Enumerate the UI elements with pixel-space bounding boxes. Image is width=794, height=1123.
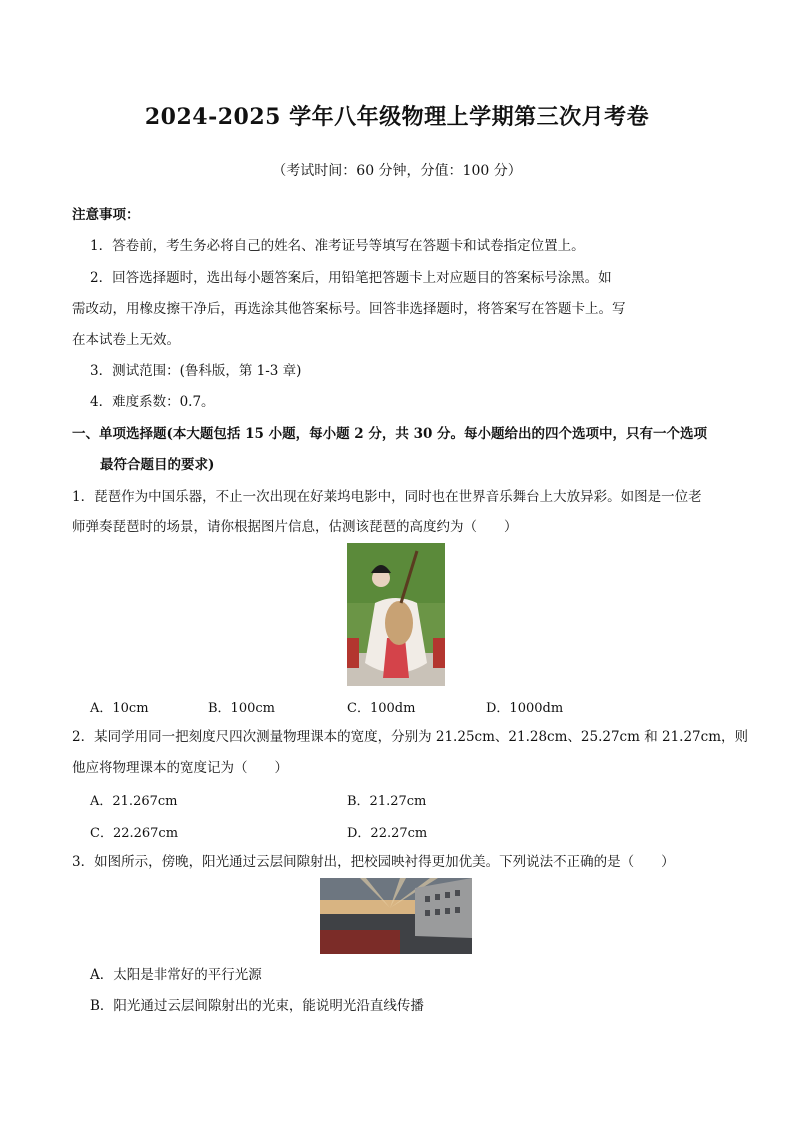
campus-sunset-photo — [320, 878, 472, 954]
q1-option-d: D．1000dm — [486, 701, 564, 716]
q1-option-b: B．100cm — [208, 701, 275, 716]
pipa-player-photo — [347, 543, 445, 686]
q2-option-d: D．22.27cm — [347, 826, 428, 841]
q1-option-c: C．100dm — [347, 701, 416, 716]
question-2-line-2: 他应将物理课本的宽度记为（ ） — [72, 760, 288, 776]
q1-option-a: A．10cm — [90, 701, 149, 716]
q3-option-b: B．阳光通过云层间隙射出的光束，能说明光沿直线传播 — [90, 998, 424, 1014]
notice-heading: 注意事项： — [72, 207, 140, 223]
q2-option-b: B．21.27cm — [347, 794, 427, 809]
notice-item-2-line-1: 2．回答选择题时，选出每小题答案后，用铅笔把答题卡上对应题目的答案标号涂黑。如 — [90, 270, 612, 286]
q2-option-a: A．21.267cm — [90, 794, 178, 809]
section-heading: 一、单项选择题(本大题包括 15 小题，每小题 2 分，共 30 分。每小题给出的四个选项中，只有一个选项 — [72, 426, 708, 442]
exam-info: （考试时间：60 分钟，分值：100 分） — [272, 163, 522, 179]
question-1-line-2: 师弹奏琵琶时的场景，请你根据图片信息，估测该琵琶的高度约为（ ） — [72, 519, 518, 535]
page-title: 2024-2025 学年八年级物理上学期第三次月考卷 — [144, 104, 650, 130]
question-3-line-1: 3．如图所示，傍晚，阳光通过云层间隙射出，把校园映衬得更加优美。下列说法不正确的是（ ） — [72, 854, 675, 870]
question-2-line-1: 2．某同学用同一把刻度尺四次测量物理课本的宽度，分别为 21.25cm、21.28cm、25.27cm 和 21.27cm，则 — [72, 729, 749, 745]
notice-item-4: 4．难度系数：0.7。 — [90, 394, 215, 410]
notice-item-2-line-3: 在本试卷上无效。 — [72, 332, 180, 348]
notice-item-1: 1．答卷前，考生务必将自己的姓名、准考证号等填写在答题卡和试卷指定位置上。 — [90, 238, 585, 254]
notice-item-2-line-2: 需改动，用橡皮擦干净后，再选涂其他答案标号。回答非选择题时，将答案写在答题卡上。写 — [72, 301, 626, 317]
section-heading-line-2: 最符合题目的要求) — [100, 457, 215, 473]
q3-option-a: A．太阳是非常好的平行光源 — [90, 967, 262, 983]
notice-item-3: 3．测试范围：(鲁科版，第 1-3 章) — [90, 363, 302, 379]
q2-option-c: C．22.267cm — [90, 826, 179, 841]
question-1-line-1: 1．琵琶作为中国乐器，不止一次出现在好莱坞电影中，同时也在世界音乐舞台上大放异彩。如图是一位老 — [72, 489, 702, 505]
